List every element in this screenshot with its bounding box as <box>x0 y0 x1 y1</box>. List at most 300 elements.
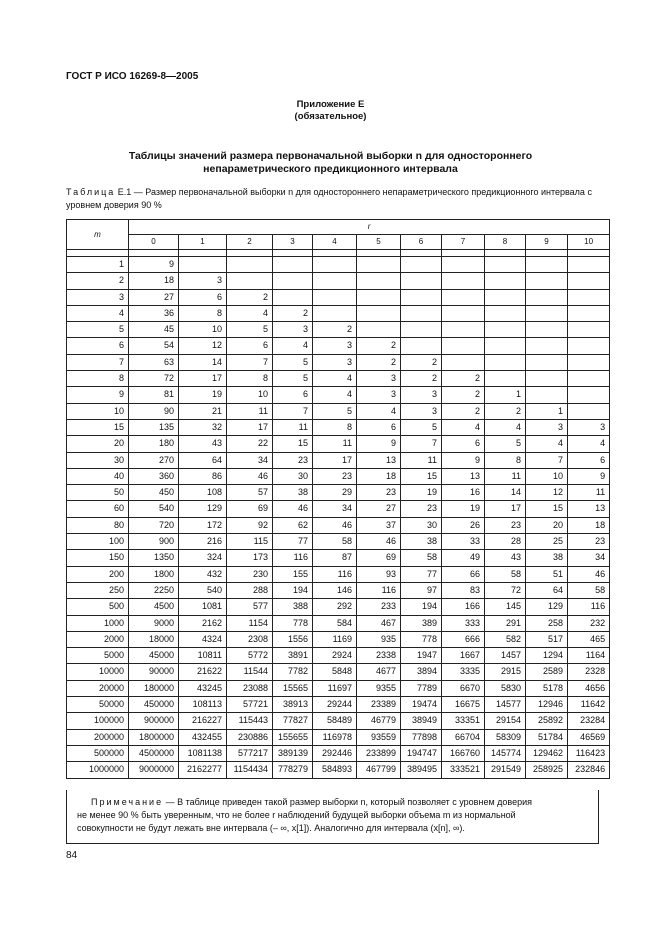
sample-size-cell: 11 <box>485 468 526 484</box>
sample-size-cell: 129 <box>179 501 227 517</box>
sample-size-cell: 4677 <box>357 664 401 680</box>
r-value-header: 4 <box>313 235 357 250</box>
sample-size-cell: 18 <box>568 517 610 533</box>
table-row <box>67 566 610 582</box>
sample-size-cell: 37 <box>357 517 401 533</box>
sample-size-cell: 29154 <box>485 713 526 729</box>
sample-size-cell: 36 <box>129 305 179 321</box>
sample-size-cell: 116 <box>313 566 357 582</box>
sample-size-cell: 216227 <box>179 713 227 729</box>
sample-size-cell: 51784 <box>526 729 568 745</box>
sample-size-cell: 3891 <box>273 648 313 664</box>
sample-size-cell: 2924 <box>313 648 357 664</box>
sample-size-cell: 17 <box>485 501 526 517</box>
sample-size-cell: 10 <box>227 387 273 403</box>
sample-size-cell: 291549 <box>485 762 526 778</box>
table-row <box>67 387 610 403</box>
table-row <box>67 713 610 729</box>
sample-size-cell: 46 <box>568 566 610 582</box>
section-title-line2: непараметрического предикционного интервала <box>203 163 458 175</box>
sample-size-cell: 13 <box>357 452 401 468</box>
m-value-cell: 200000 <box>67 729 129 745</box>
sample-size-cell: 45000 <box>129 648 179 664</box>
sample-size-cell: 778 <box>401 631 442 647</box>
sample-size-cell: 46 <box>357 534 401 550</box>
spacer-cell <box>179 250 227 257</box>
sample-size-cell: 27 <box>129 289 179 305</box>
sample-size-cell: 6 <box>442 436 485 452</box>
sample-size-cell: 4 <box>485 419 526 435</box>
sample-size-table <box>66 219 610 779</box>
sample-size-cell: 8 <box>227 371 273 387</box>
sample-size-cell: 467799 <box>357 762 401 778</box>
sample-size-cell: 34 <box>568 550 610 566</box>
note-text-line1: — В таблице приведен такой размер выборки n, который позволяет с уровнем доверия <box>163 797 532 807</box>
sample-size-cell: 465 <box>568 631 610 647</box>
sample-size-cell <box>526 322 568 338</box>
sample-size-cell <box>401 322 442 338</box>
sample-size-cell: 232846 <box>568 762 610 778</box>
sample-size-cell: 230886 <box>227 729 273 745</box>
sample-size-cell: 145 <box>485 599 526 615</box>
m-value-cell: 5000 <box>67 648 129 664</box>
sample-size-cell: 666 <box>442 631 485 647</box>
sample-size-cell <box>485 371 526 387</box>
sample-size-cell: 2 <box>357 338 401 354</box>
sample-size-cell: 7 <box>227 354 273 370</box>
sample-size-cell: 1 <box>485 387 526 403</box>
sample-size-cell: 77898 <box>401 729 442 745</box>
table-row <box>67 354 610 370</box>
sample-size-cell <box>227 257 273 273</box>
sample-size-cell: 17 <box>313 452 357 468</box>
sample-size-cell: 116 <box>273 550 313 566</box>
sample-size-cell: 11642 <box>568 697 610 713</box>
spacer-cell <box>485 250 526 257</box>
sample-size-cell <box>442 257 485 273</box>
sample-size-cell <box>526 354 568 370</box>
sample-size-cell: 1947 <box>401 648 442 664</box>
spacer-cell <box>273 250 313 257</box>
sample-size-cell: 11 <box>568 485 610 501</box>
sample-size-cell: 8 <box>179 305 227 321</box>
sample-size-cell: 87 <box>313 550 357 566</box>
sample-size-cell: 1081 <box>179 599 227 615</box>
table-row <box>67 338 610 354</box>
sample-size-cell: 1350 <box>129 550 179 566</box>
sample-size-cell: 11544 <box>227 664 273 680</box>
sample-size-cell: 15 <box>273 436 313 452</box>
sample-size-cell: 22 <box>227 436 273 452</box>
sample-size-cell: 11 <box>227 403 273 419</box>
sample-size-cell: 288 <box>227 582 273 598</box>
sample-size-cell: 30 <box>401 517 442 533</box>
sample-size-cell: 389 <box>401 615 442 631</box>
table-row <box>67 517 610 533</box>
sample-size-cell: 43 <box>179 436 227 452</box>
m-value-cell: 5 <box>67 322 129 338</box>
m-value-cell: 1 <box>67 257 129 273</box>
table-row <box>67 436 610 452</box>
sample-size-cell: 389495 <box>401 762 442 778</box>
sample-size-cell <box>526 338 568 354</box>
m-value-cell: 50 <box>67 485 129 501</box>
sample-size-cell <box>568 322 610 338</box>
sample-size-cell: 4 <box>357 403 401 419</box>
appendix-title: Приложение Е <box>296 99 365 110</box>
m-value-cell: 500 <box>67 599 129 615</box>
sample-size-cell: 115 <box>227 534 273 550</box>
sample-size-cell: 58489 <box>313 713 357 729</box>
m-value-cell: 8 <box>67 371 129 387</box>
sample-size-cell: 4 <box>227 305 273 321</box>
sample-size-cell: 333521 <box>442 762 485 778</box>
sample-size-cell: 16675 <box>442 697 485 713</box>
section-title-line1: Таблицы значений размера первоначальной выборки n для одностороннего <box>128 150 533 162</box>
sample-size-cell: 4 <box>273 338 313 354</box>
sample-size-cell <box>568 371 610 387</box>
sample-size-cell: 33 <box>442 534 485 550</box>
sample-size-cell: 19474 <box>401 697 442 713</box>
m-value-cell: 9 <box>67 387 129 403</box>
sample-size-cell: 584 <box>313 615 357 631</box>
sample-size-cell: 1154 <box>227 615 273 631</box>
sample-size-cell: 46 <box>273 501 313 517</box>
sample-size-cell: 93 <box>357 566 401 582</box>
sample-size-cell: 2308 <box>227 631 273 647</box>
sample-size-cell <box>568 387 610 403</box>
sample-size-cell: 92 <box>227 517 273 533</box>
sample-size-cell: 3 <box>273 322 313 338</box>
table-row <box>67 403 610 419</box>
sample-size-cell: 15 <box>526 501 568 517</box>
sample-size-cell: 6 <box>357 419 401 435</box>
sample-size-cell: 129 <box>526 599 568 615</box>
note-text-line2: не менее 90 % быть уверенным, что не более r наблюдений будущей выборки объема m из нормальной <box>77 810 516 820</box>
sample-size-cell: 18 <box>357 468 401 484</box>
sample-size-cell: 27 <box>357 501 401 517</box>
sample-size-cell: 778279 <box>273 762 313 778</box>
sample-size-cell: 155655 <box>273 729 313 745</box>
sample-size-cell: 5 <box>485 436 526 452</box>
sample-size-cell <box>526 387 568 403</box>
r-value-header: 3 <box>273 235 313 250</box>
sample-size-cell: 11 <box>313 436 357 452</box>
spacer-cell <box>129 250 179 257</box>
table-row <box>67 599 610 615</box>
sample-size-cell: 23 <box>357 485 401 501</box>
sample-size-cell: 258925 <box>526 762 568 778</box>
sample-size-cell: 3 <box>357 371 401 387</box>
sample-size-cell: 23 <box>401 501 442 517</box>
m-value-cell: 100000 <box>67 713 129 729</box>
m-value-cell: 3 <box>67 289 129 305</box>
sample-size-cell: 1 <box>526 403 568 419</box>
sample-size-cell: 64 <box>526 582 568 598</box>
sample-size-cell <box>357 305 401 321</box>
sample-size-cell: 577 <box>227 599 273 615</box>
sample-size-cell: 9 <box>129 257 179 273</box>
sample-size-cell: 25 <box>526 534 568 550</box>
sample-size-cell: 12 <box>179 338 227 354</box>
m-value-cell: 4 <box>67 305 129 321</box>
spacer-cell <box>313 250 357 257</box>
sample-size-cell: 116423 <box>568 745 610 761</box>
sample-size-cell <box>357 257 401 273</box>
sample-size-cell: 46 <box>227 468 273 484</box>
sample-size-cell: 108113 <box>179 697 227 713</box>
sample-size-cell: 58 <box>485 566 526 582</box>
sample-size-cell: 58309 <box>485 729 526 745</box>
sample-size-cell <box>357 322 401 338</box>
sample-size-cell: 2328 <box>568 664 610 680</box>
table-row <box>67 485 610 501</box>
table-row <box>67 664 610 680</box>
sample-size-cell: 2 <box>442 387 485 403</box>
sample-size-cell: 9000 <box>129 615 179 631</box>
table-row <box>67 371 610 387</box>
sample-size-cell <box>442 305 485 321</box>
sample-size-cell: 43245 <box>179 680 227 696</box>
sample-size-cell <box>485 273 526 289</box>
table-row <box>67 680 610 696</box>
sample-size-cell <box>401 257 442 273</box>
sample-size-cell: 20 <box>526 517 568 533</box>
sample-size-cell: 4656 <box>568 680 610 696</box>
sample-size-cell: 23 <box>273 452 313 468</box>
table-row <box>67 582 610 598</box>
m-value-cell: 15 <box>67 419 129 435</box>
sample-size-cell: 1294 <box>526 648 568 664</box>
sample-size-cell: 23 <box>313 468 357 484</box>
sample-size-cell <box>568 273 610 289</box>
sample-size-cell: 432455 <box>179 729 227 745</box>
sample-size-cell: 129462 <box>526 745 568 761</box>
sample-size-cell: 778 <box>273 615 313 631</box>
sample-size-cell: 18000 <box>129 631 179 647</box>
sample-size-cell <box>568 257 610 273</box>
sample-size-cell: 5 <box>273 371 313 387</box>
table-row <box>67 550 610 566</box>
sample-size-cell: 292 <box>313 599 357 615</box>
table-row <box>67 697 610 713</box>
sample-size-cell: 3335 <box>442 664 485 680</box>
table-row <box>67 257 610 273</box>
sample-size-cell: 58 <box>401 550 442 566</box>
r-value-header: 9 <box>526 235 568 250</box>
sample-size-cell: 21622 <box>179 664 227 680</box>
m-value-cell: 30 <box>67 452 129 468</box>
sample-size-cell: 29 <box>313 485 357 501</box>
sample-size-cell: 9 <box>568 468 610 484</box>
table-caption-label: Таблица <box>66 187 116 197</box>
sample-size-cell: 155 <box>273 566 313 582</box>
table-row <box>67 273 610 289</box>
sample-size-cell: 1164 <box>568 648 610 664</box>
sample-size-cell: 19 <box>179 387 227 403</box>
sample-size-cell: 10 <box>526 468 568 484</box>
r-value-header: 7 <box>442 235 485 250</box>
sample-size-cell: 3 <box>313 354 357 370</box>
sample-size-cell: 3 <box>401 387 442 403</box>
sample-size-cell: 116 <box>357 582 401 598</box>
sample-size-cell: 324 <box>179 550 227 566</box>
sample-size-cell: 4 <box>442 419 485 435</box>
sample-size-cell <box>485 322 526 338</box>
sample-size-cell <box>526 305 568 321</box>
r-value-header: 2 <box>227 235 273 250</box>
table-row <box>67 419 610 435</box>
table-row <box>67 305 610 321</box>
sample-size-cell: 15 <box>401 468 442 484</box>
sample-size-cell: 3 <box>526 419 568 435</box>
sample-size-cell: 900 <box>129 534 179 550</box>
sample-size-cell: 17 <box>227 419 273 435</box>
sample-size-cell: 49 <box>442 550 485 566</box>
sample-size-cell <box>485 354 526 370</box>
sample-size-cell: 450 <box>129 485 179 501</box>
sample-size-cell: 6 <box>568 452 610 468</box>
spacer-cell <box>442 250 485 257</box>
sample-size-cell: 173 <box>227 550 273 566</box>
sample-size-cell: 11 <box>273 419 313 435</box>
sample-size-cell: 93559 <box>357 729 401 745</box>
sample-size-cell <box>401 338 442 354</box>
sample-size-cell: 23284 <box>568 713 610 729</box>
sample-size-cell: 26 <box>442 517 485 533</box>
sample-size-cell <box>568 305 610 321</box>
sample-size-cell <box>568 354 610 370</box>
sample-size-cell: 2915 <box>485 664 526 680</box>
sample-size-cell: 2 <box>313 322 357 338</box>
r-value-header: 10 <box>568 235 610 250</box>
sample-size-cell: 66 <box>442 566 485 582</box>
sample-size-cell: 38949 <box>401 713 442 729</box>
sample-size-cell: 720 <box>129 517 179 533</box>
sample-size-cell <box>526 289 568 305</box>
sample-size-cell: 232 <box>568 615 610 631</box>
sample-size-cell: 172 <box>179 517 227 533</box>
sample-size-cell: 13 <box>568 501 610 517</box>
sample-size-cell: 1169 <box>313 631 357 647</box>
sample-size-cell: 3 <box>313 338 357 354</box>
r-value-header: 0 <box>129 235 179 250</box>
sample-size-cell <box>401 273 442 289</box>
page-number: 84 <box>66 850 78 861</box>
sample-size-cell: 8 <box>485 452 526 468</box>
r-value-header: 1 <box>179 235 227 250</box>
sample-size-cell: 14 <box>179 354 227 370</box>
sample-size-cell: 935 <box>357 631 401 647</box>
sample-size-cell: 14577 <box>485 697 526 713</box>
sample-size-cell: 180000 <box>129 680 179 696</box>
sample-size-cell: 62 <box>273 517 313 533</box>
sample-size-cell <box>313 305 357 321</box>
sample-size-cell: 7782 <box>273 664 313 680</box>
sample-size-cell: 2 <box>442 403 485 419</box>
table-caption-text: Е.1 — Размер первоначальной выборки n для одностороннего непараметрического предикционного интервала с уровнем доверия 90 % <box>66 187 592 210</box>
table-row <box>67 762 610 778</box>
sample-size-cell: 432 <box>179 566 227 582</box>
sample-size-cell: 69 <box>357 550 401 566</box>
sample-size-cell: 34 <box>227 452 273 468</box>
sample-size-cell: 1154434 <box>227 762 273 778</box>
sample-size-cell: 3 <box>568 419 610 435</box>
sample-size-cell <box>273 273 313 289</box>
sample-size-cell: 146 <box>313 582 357 598</box>
sample-size-cell <box>401 305 442 321</box>
m-value-cell: 1000 <box>67 615 129 631</box>
sample-size-cell: 77 <box>401 566 442 582</box>
m-value-cell: 20000 <box>67 680 129 696</box>
r-value-header: 5 <box>357 235 401 250</box>
sample-size-cell: 4 <box>526 436 568 452</box>
sample-size-cell: 2 <box>357 354 401 370</box>
sample-size-cell <box>526 273 568 289</box>
sample-size-cell: 90000 <box>129 664 179 680</box>
sample-size-cell <box>313 257 357 273</box>
sample-size-cell: 194747 <box>401 745 442 761</box>
sample-size-cell: 6 <box>273 387 313 403</box>
sample-size-cell: 258 <box>526 615 568 631</box>
sample-size-cell: 12 <box>526 485 568 501</box>
sample-size-cell: 4500000 <box>129 745 179 761</box>
sample-size-cell: 2 <box>401 354 442 370</box>
sample-size-cell: 5 <box>227 322 273 338</box>
sample-size-cell <box>485 305 526 321</box>
sample-size-cell: 582 <box>485 631 526 647</box>
sample-size-cell: 2 <box>401 371 442 387</box>
table-row <box>67 289 610 305</box>
sample-size-cell: 540 <box>129 501 179 517</box>
sample-size-cell: 32 <box>179 419 227 435</box>
sample-size-cell: 4 <box>313 371 357 387</box>
sample-size-cell: 1556 <box>273 631 313 647</box>
sample-size-cell: 13 <box>442 468 485 484</box>
sample-size-cell: 10 <box>179 322 227 338</box>
sample-size-cell: 3894 <box>401 664 442 680</box>
sample-size-cell: 77827 <box>273 713 313 729</box>
sample-size-cell: 5 <box>401 419 442 435</box>
sample-size-cell: 58 <box>313 534 357 550</box>
sample-size-cell <box>313 273 357 289</box>
sample-size-cell: 6 <box>227 338 273 354</box>
sample-size-cell: 46 <box>313 517 357 533</box>
m-value-cell: 20 <box>67 436 129 452</box>
sample-size-cell: 5830 <box>485 680 526 696</box>
sample-size-cell: 450000 <box>129 697 179 713</box>
sample-size-cell: 19 <box>442 501 485 517</box>
r-value-header: 8 <box>485 235 526 250</box>
m-value-cell: 250 <box>67 582 129 598</box>
sample-size-cell: 467 <box>357 615 401 631</box>
appendix-status: (обязательное) <box>294 111 367 122</box>
sample-size-cell: 23 <box>485 517 526 533</box>
sample-size-cell: 2 <box>485 403 526 419</box>
table-row <box>67 631 610 647</box>
sample-size-cell: 233 <box>357 599 401 615</box>
sample-size-cell: 2162 <box>179 615 227 631</box>
sample-size-cell <box>442 338 485 354</box>
sample-size-cell: 540 <box>179 582 227 598</box>
sample-size-cell: 2250 <box>129 582 179 598</box>
sample-size-cell <box>313 289 357 305</box>
sample-size-cell: 584893 <box>313 762 357 778</box>
sample-size-cell <box>442 322 485 338</box>
sample-size-cell: 14 <box>485 485 526 501</box>
sample-size-cell: 64 <box>179 452 227 468</box>
sample-size-cell: 6670 <box>442 680 485 696</box>
